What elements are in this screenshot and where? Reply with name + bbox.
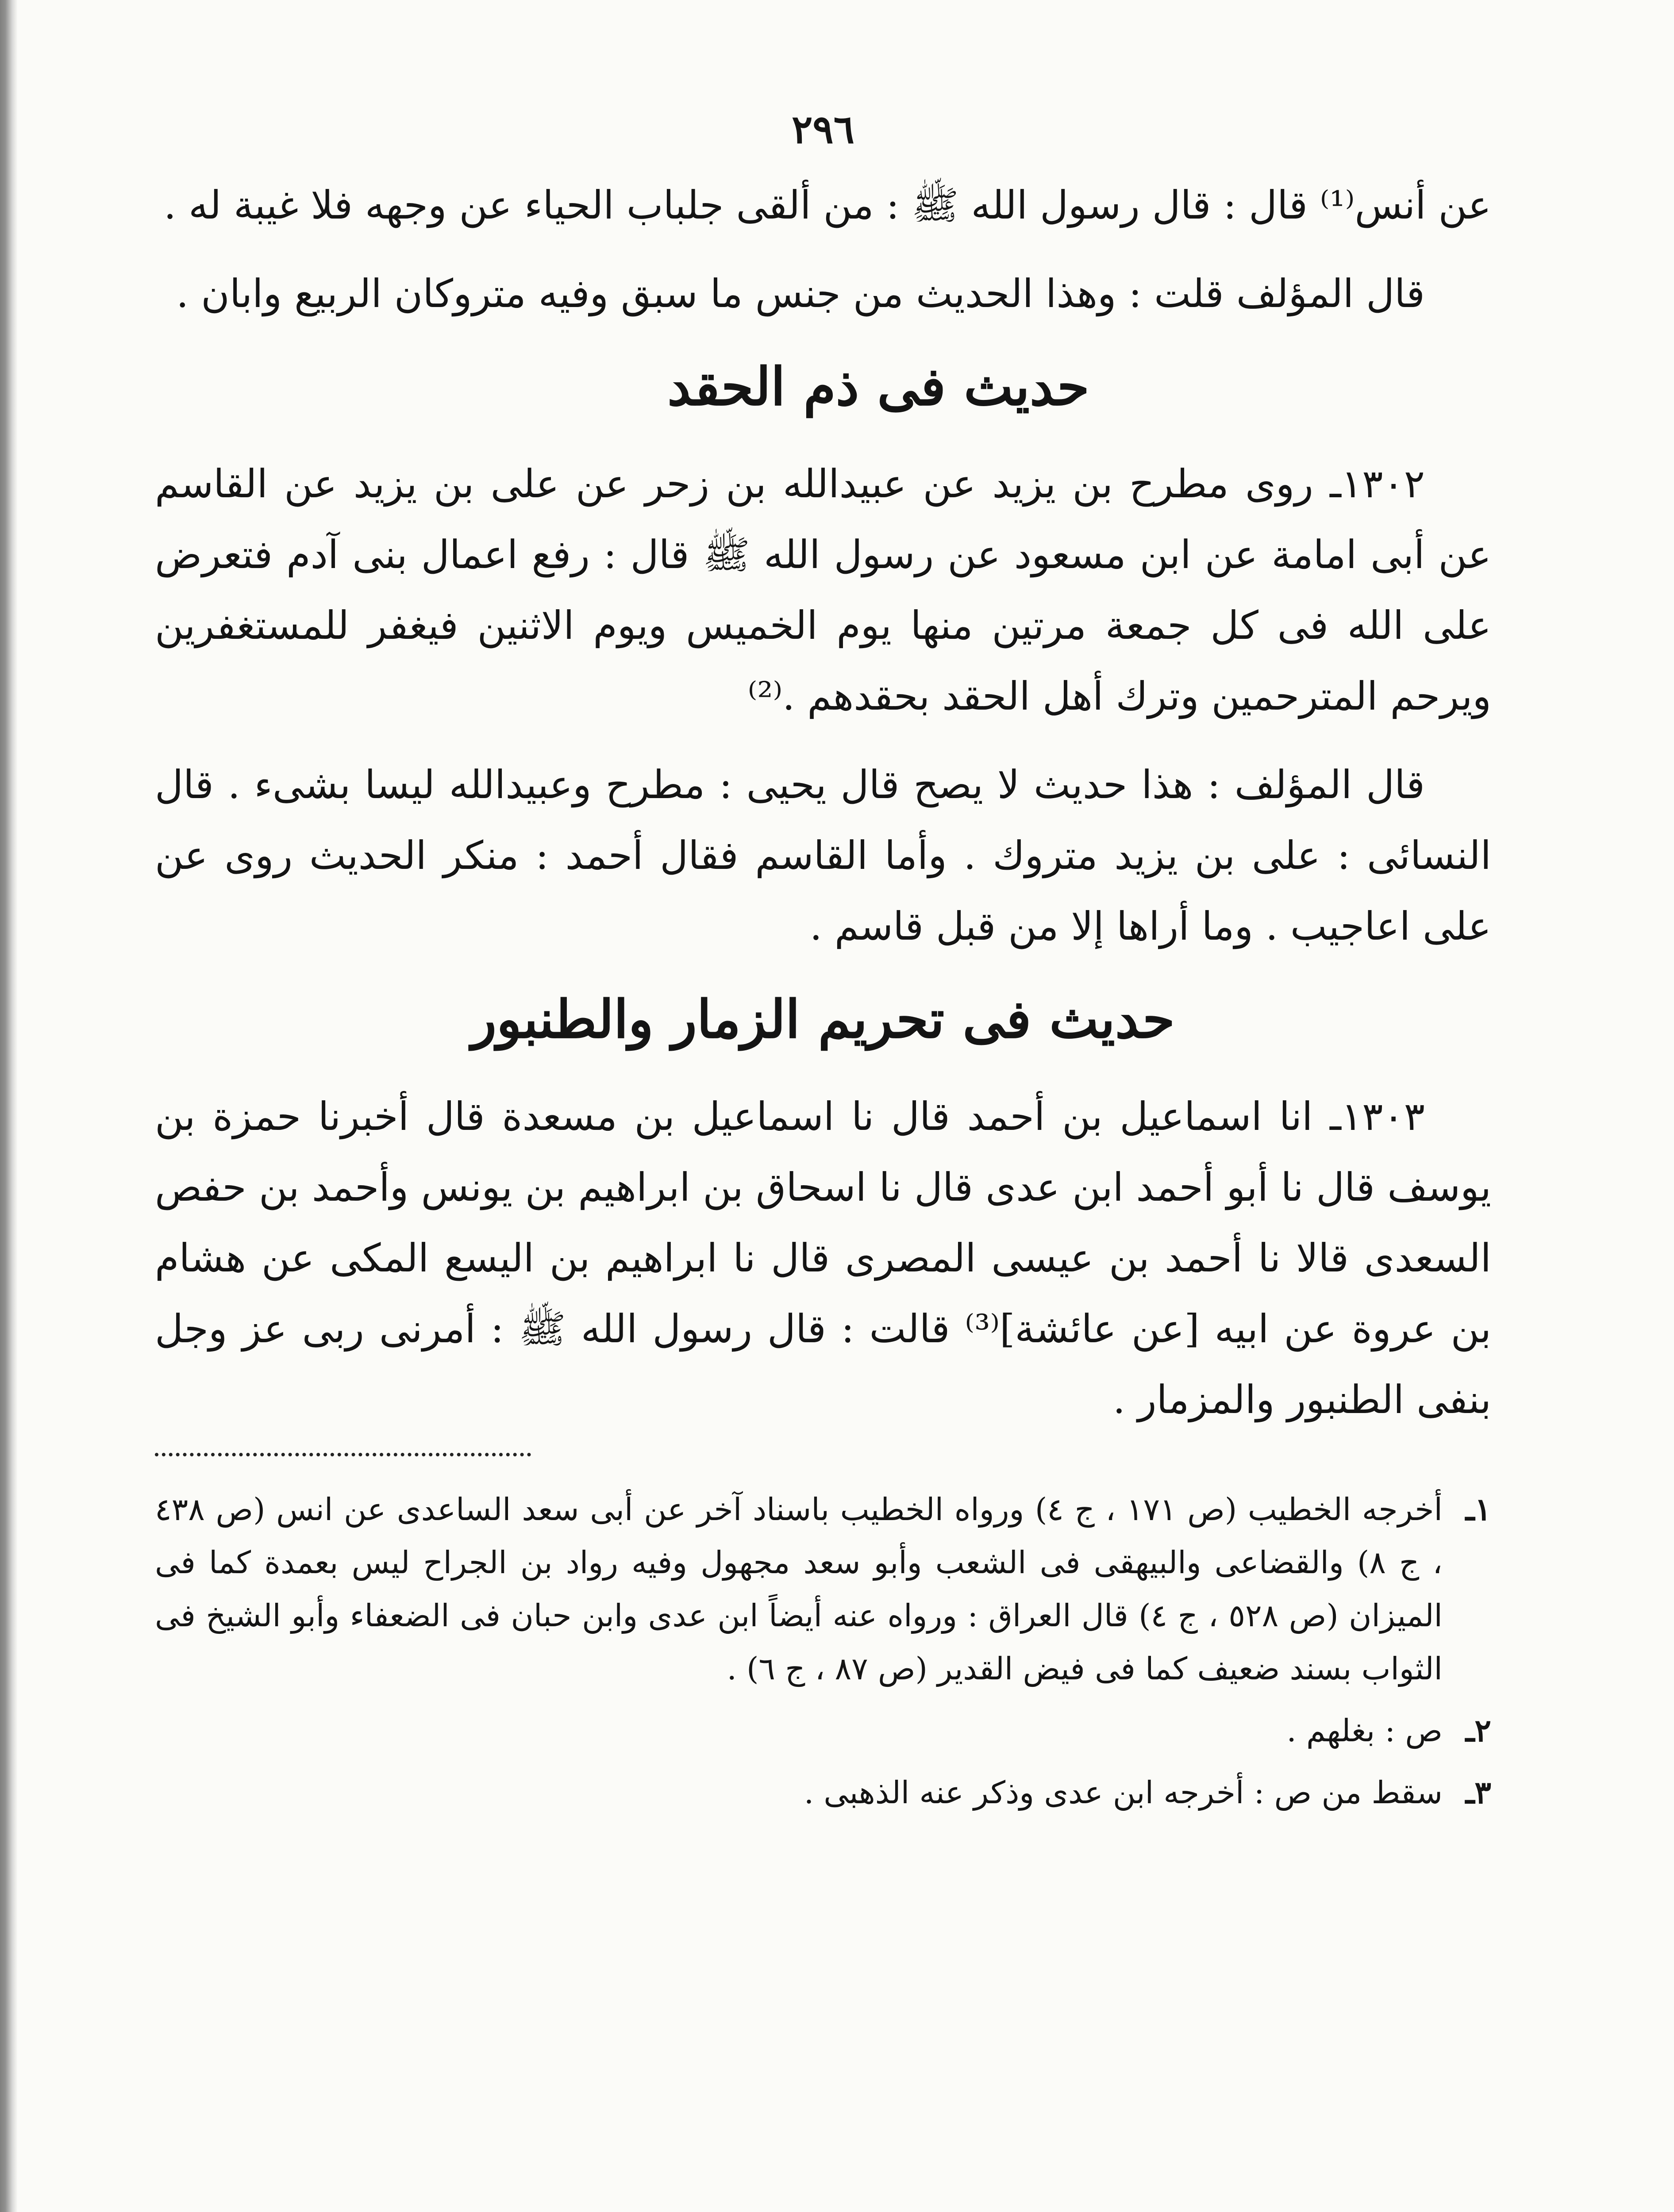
footnote-item: [155, 1483, 1491, 1695]
author-comment-1: قال المؤلف قلت : وهذا الحديث من جنس ما سبق وفيه متروكان الربيع وابان .: [176, 271, 1425, 316]
footnote-divider: [155, 1453, 531, 1456]
footnotes: [155, 1483, 1491, 1819]
section-heading-hiqd: حديث فى ذم الحقد: [667, 356, 1089, 417]
author-comment-2: قال المؤلف : هذا حديث لا يصح قال يحيى : مطرح وعبيدالله ليسا بشىء . قال النسائى : على بن يزيد متروك . وأما القاسم فقال أحمد : منكر الحديث روى عن على اعاجيب . وما أراها إلا من قبل قاسم .: [155, 762, 1491, 949]
footnote-item: [155, 1766, 1491, 1819]
book-page: [155, 106, 1491, 2212]
page-binding-shadow: [0, 0, 18, 2212]
footnote-number: ٣ـ: [1465, 1774, 1491, 1811]
footnote-number: ٢ـ: [1465, 1712, 1491, 1749]
page-number: ٢٩٦: [792, 106, 854, 152]
footnote-text: سقط من ص : أخرجه ابن عدى وذكر عنه الذهبى .: [804, 1774, 1443, 1811]
hadith-1302: ١٣٠٢ـ روى مطرح بن يزيد عن عبيدالله بن زحر عن على بن يزيد عن القاسم عن أبى امامة عن ابن مسعود عن رسول الله ﷺ قال : رفع اعمال بنى آدم فتعرض على الله فى كل جمعة مرتين منها يوم الخميس ويوم الاثنين فيغفر للمستغفرين ويرحم المترحمين وترك أهل الحقد بحقدهم .⁽²⁾: [155, 461, 1491, 719]
footnote-item: [155, 1704, 1491, 1757]
footnote-text: ص : بغلهم .: [1286, 1713, 1443, 1749]
section-heading-zammar: حديث فى تحريم الزمار والطنبور: [471, 988, 1175, 1050]
footnote-text: أخرجه الخطيب (ص ١٧١ ، ج ٤) ورواه الخطيب باسناد آخر عن أبى سعد الساعدى عن انس (ص ٤٣٨ ، ج ٨) والقضاعى والبيهقى فى الشعب وأبو سعد مجهول وفيه رواد بن الجراح ليس بعمدة كما فى الميزان (ص ٥٢٨ ، ج ٤) قال العراق : ورواه عنه أيضاً ابن عدى وابن حبان فى الضعفاء وأبو الشيخ فى الثواب بسند ضعيف كما فى فيض القدير (ص ٨٧ ، ج ٦) .: [155, 1491, 1443, 1687]
hadith-paragraph-anas: عن أنس⁽¹⁾ قال : قال رسول الله ﷺ : من ألقى جلباب الحياء عن وجهه فلا غيبة له .: [164, 182, 1491, 228]
footnote-number: ١ـ: [1465, 1491, 1491, 1528]
hadith-1303: ١٣٠٣ـ انا اسماعيل بن أحمد قال نا اسماعيل بن مسعدة قال أخبرنا حمزة بن يوسف قال نا أبو أحمد ابن عدى قال نا اسحاق بن ابراهيم بن يونس وأحمد بن حفص السعدى قالا نا أحمد بن عيسى المصرى قال نا ابراهيم بن اليسع المكى عن هشام بن عروة عن ابيه [عن عائشة]⁽³⁾ قالت : قال رسول الله ﷺ : أمرنى ربى عز وجل بنفى الطنبور والمزمار .: [155, 1094, 1492, 1422]
